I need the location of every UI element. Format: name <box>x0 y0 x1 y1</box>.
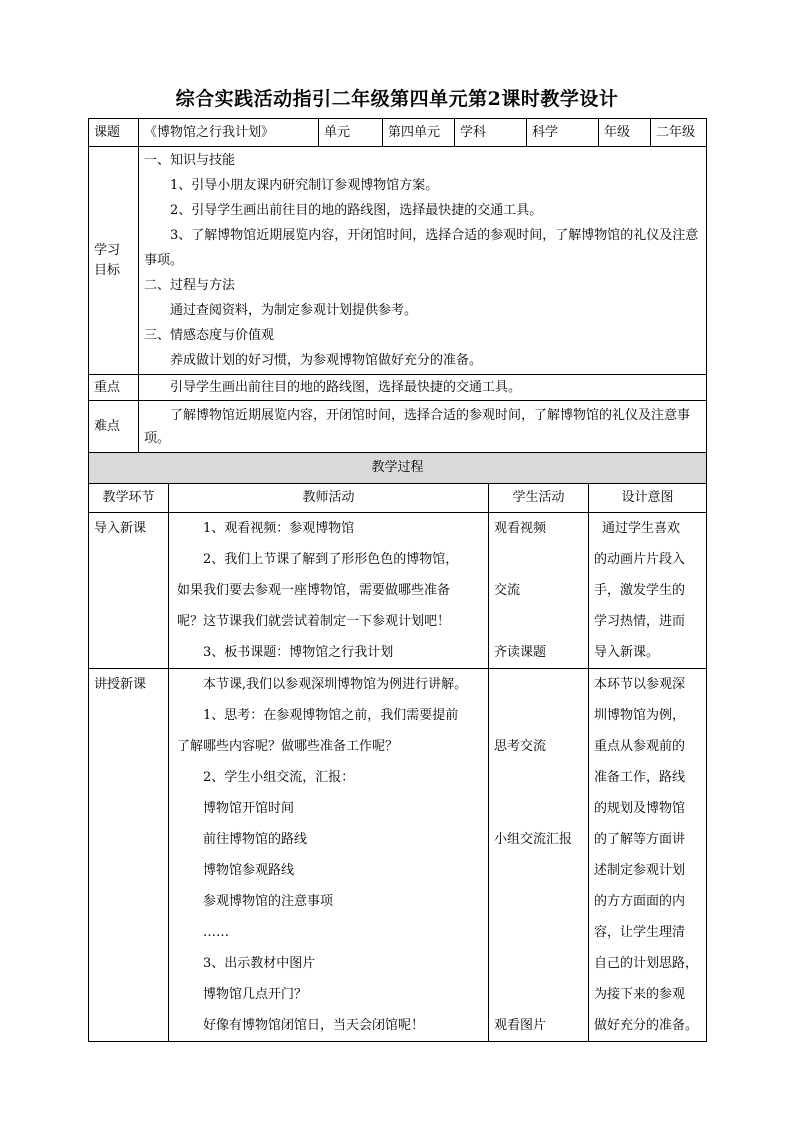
teacher-line: 1、观看视频：参观博物馆 <box>203 521 355 536</box>
teacher-line: 1、思考：在参观博物馆之前，我们需要提前 <box>203 708 459 723</box>
teacher-line: 博物馆开馆时间 <box>203 801 295 816</box>
student-line: 思考交流 <box>494 739 547 754</box>
goals-section-3: 三、情感态度与价值观 <box>144 328 275 343</box>
goals-content <box>139 147 707 375</box>
student-line <box>494 762 583 793</box>
teacher-line: 博物馆参观路线 <box>203 863 295 878</box>
student-line: 齐读课题 <box>494 645 547 660</box>
teacher-line: 呢？这节课我们就尝试着制定一下参观计划吧！ <box>177 614 451 629</box>
teacher-line: 2、学生小组交流，汇报： <box>203 770 355 785</box>
intent-line: 重点从参观前的 <box>594 739 686 754</box>
goals-item: 1、引导小朋友课内研究制订参观博物馆方案。 <box>170 178 439 193</box>
intro-student <box>489 513 589 669</box>
topic-label: 课题 <box>89 119 139 147</box>
intent-line: 做好充分的准备。 <box>594 1018 699 1033</box>
student-line <box>494 886 583 917</box>
key-text: 引导学生画出前往目的地的路线图，选择最快捷的交通工具。 <box>139 375 707 401</box>
student-line: 交流 <box>494 583 521 598</box>
goals-item: 养成做计划的好习惯，为参观博物馆做好充分的准备。 <box>170 353 483 368</box>
teacher-line: …… <box>203 925 229 940</box>
process-table <box>88 452 707 1042</box>
intent-line: 为接下来的参观 <box>594 987 686 1002</box>
student-line <box>494 606 583 637</box>
student-line <box>494 979 583 1010</box>
info-table <box>88 118 707 453</box>
intent-line: 的动画片片段入 <box>594 552 686 567</box>
goals-item: 3、了解博物馆近期展览内容，开闭馆时间，选择合适的参观时间，了解博物馆的礼仪及注意事项。 <box>144 228 699 268</box>
lecture-stage <box>89 669 169 1042</box>
grade-label: 年级 <box>599 119 651 147</box>
subject-label: 学科 <box>455 119 527 147</box>
teacher-line: 3、出示教材中图片 <box>203 956 316 971</box>
intent-line: 通过学生喜欢 <box>602 521 681 536</box>
intent-line: 述制定参观计划 <box>594 863 686 878</box>
student-line <box>494 855 583 886</box>
teacher-line: 参观博物馆的注意事项 <box>203 894 334 909</box>
unit-label: 单元 <box>319 119 383 147</box>
subject-value: 科学 <box>527 119 599 147</box>
intro-intent <box>589 513 707 669</box>
student-line: 观看视频 <box>494 521 547 536</box>
grade-value: 二年级 <box>651 119 707 147</box>
difficulty-label: 难点 <box>89 401 139 453</box>
student-line <box>494 669 583 700</box>
lecture-stage-text: 讲授新课 <box>94 677 147 692</box>
unit-value: 第四单元 <box>383 119 455 147</box>
goals-label <box>89 147 139 375</box>
teacher-line: 如果我们要去参观一座博物馆，需要做哪些准备 <box>177 583 451 598</box>
intent-line: 手，激发学生的 <box>594 583 686 598</box>
student-line <box>494 948 583 979</box>
goals-label-line2: 目标 <box>94 262 121 278</box>
intent-line: 圳博物馆为例， <box>594 708 686 723</box>
intent-line: 容，让学生理清 <box>594 925 686 940</box>
goals-section-2: 二、过程与方法 <box>144 278 236 293</box>
student-line <box>494 544 583 575</box>
intro-stage-text: 导入新课 <box>94 521 147 536</box>
header-stage: 教学环节 <box>89 484 169 513</box>
difficulty-text: 了解博物馆近期展览内容，开闭馆时间，选择合适的参观时间，了解博物馆的礼仪及注意事项。 <box>139 401 707 453</box>
goals-section-1: 一、知识与技能 <box>144 153 236 168</box>
header-teacher: 教师活动 <box>169 484 489 513</box>
intro-stage <box>89 513 169 669</box>
topic-value: 《博物馆之行我计划》 <box>139 119 319 147</box>
teacher-line: 3、板书课题：博物馆之行我计划 <box>203 645 394 660</box>
student-line <box>494 793 583 824</box>
teacher-line: 本节课,我们以参观深圳博物馆为例进行讲解。 <box>203 677 468 692</box>
teacher-line: 了解哪些内容呢？做哪些准备工作呢？ <box>177 739 399 754</box>
intent-line: 自己的计划思路， <box>594 956 699 971</box>
key-label: 重点 <box>89 375 139 401</box>
intro-teacher <box>169 513 489 669</box>
goals-label-line1: 学习 <box>94 242 121 258</box>
goals-item: 2、引导学生画出前往目的地的路线图，选择最快捷的交通工具。 <box>170 203 543 218</box>
teacher-line: 好像有博物馆闭馆日，当天会闭馆呢！ <box>203 1018 425 1033</box>
lecture-teacher <box>169 669 489 1042</box>
page-title: 综合实践活动指引二年级第四单元第2课时教学设计 <box>175 88 619 110</box>
intent-line: 准备工作，路线 <box>594 770 686 785</box>
intent-line: 导入新课。 <box>594 645 660 660</box>
student-line <box>494 917 583 948</box>
lecture-intent <box>589 669 707 1042</box>
process-band: 教学过程 <box>89 453 707 484</box>
intent-line: 学习热情，进而 <box>594 614 686 629</box>
teacher-line: 博物馆几点开门？ <box>203 987 308 1002</box>
intent-line: 本环节以参观深 <box>594 677 686 692</box>
intent-line: 的方方面面的内 <box>594 894 686 909</box>
goals-item: 通过查阅资料，为制定参观计划提供参考。 <box>170 303 418 318</box>
lecture-student <box>489 669 589 1042</box>
teacher-line: 2、我们上节课了解到了形形色色的博物馆， <box>203 552 459 567</box>
teacher-line: 前往博物馆的路线 <box>203 832 308 847</box>
header-student: 学生活动 <box>489 484 589 513</box>
student-line: 观看图片 <box>494 1018 547 1033</box>
intent-line: 的规划及博物馆 <box>594 801 686 816</box>
header-intent: 设计意图 <box>589 484 707 513</box>
student-line <box>494 700 583 731</box>
student-line: 小组交流汇报 <box>494 832 573 847</box>
intent-line: 的了解等方面讲 <box>594 832 686 847</box>
